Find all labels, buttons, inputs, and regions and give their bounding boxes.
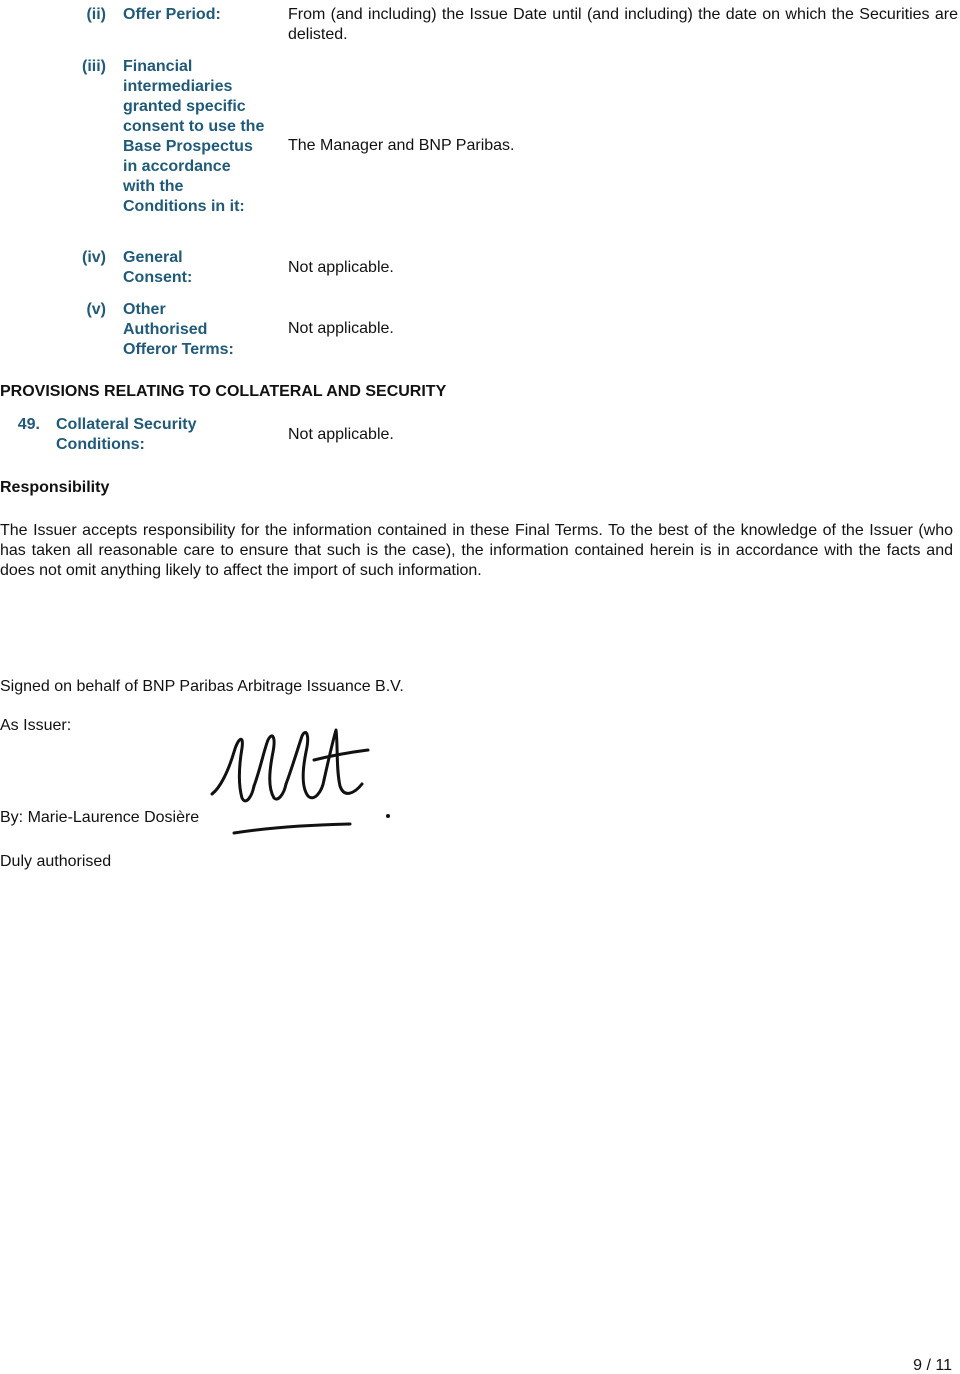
- item-value: The Manager and BNP Paribas.: [288, 137, 515, 154]
- item-number: (iii): [82, 58, 106, 75]
- item-number: (v): [86, 301, 106, 318]
- item-label: General Consent:: [123, 249, 193, 286]
- item-number: 49.: [17, 416, 40, 433]
- as-issuer-text: As Issuer:: [0, 717, 72, 734]
- item-value: Not applicable.: [288, 320, 394, 337]
- item-label: Financial intermediaries granted specific consent to use the Base Prospectus in accordance with the Conditions in it:: [123, 58, 265, 215]
- item-value: From (and including) the Issue Date until (and including) the date on which the Securities are delisted.: [288, 6, 958, 43]
- item-label: Other Authorised Offeror Terms:: [123, 301, 234, 358]
- signature-image: [206, 722, 406, 842]
- item-label: Collateral Security Conditions:: [56, 416, 197, 453]
- responsibility-heading: Responsibility: [0, 479, 110, 496]
- item-number: (iv): [82, 249, 106, 266]
- page-number: 9 / 11: [913, 1357, 952, 1374]
- duly-authorised-text: Duly authorised: [0, 853, 112, 870]
- signed-on-behalf-text: Signed on behalf of BNP Paribas Arbitrage Issuance B.V.: [0, 678, 404, 695]
- item-label: Offer Period:: [123, 6, 221, 23]
- item-number: (ii): [86, 6, 106, 23]
- section-title-collateral: PROVISIONS RELATING TO COLLATERAL AND SECURITY: [0, 383, 447, 400]
- item-value: Not applicable.: [288, 259, 394, 276]
- responsibility-text: The Issuer accepts responsibility for the information contained in these Final Terms. To the best of the knowledge of the Issuer (who has taken all reasonable care to ensure that such is the case), the information contained herein is in accordance with the facts and does not omit anything likely to affect the import of such information.: [0, 522, 953, 579]
- signatory-name: By: Marie-Laurence Dosière: [0, 809, 200, 826]
- item-value: Not applicable.: [288, 426, 394, 443]
